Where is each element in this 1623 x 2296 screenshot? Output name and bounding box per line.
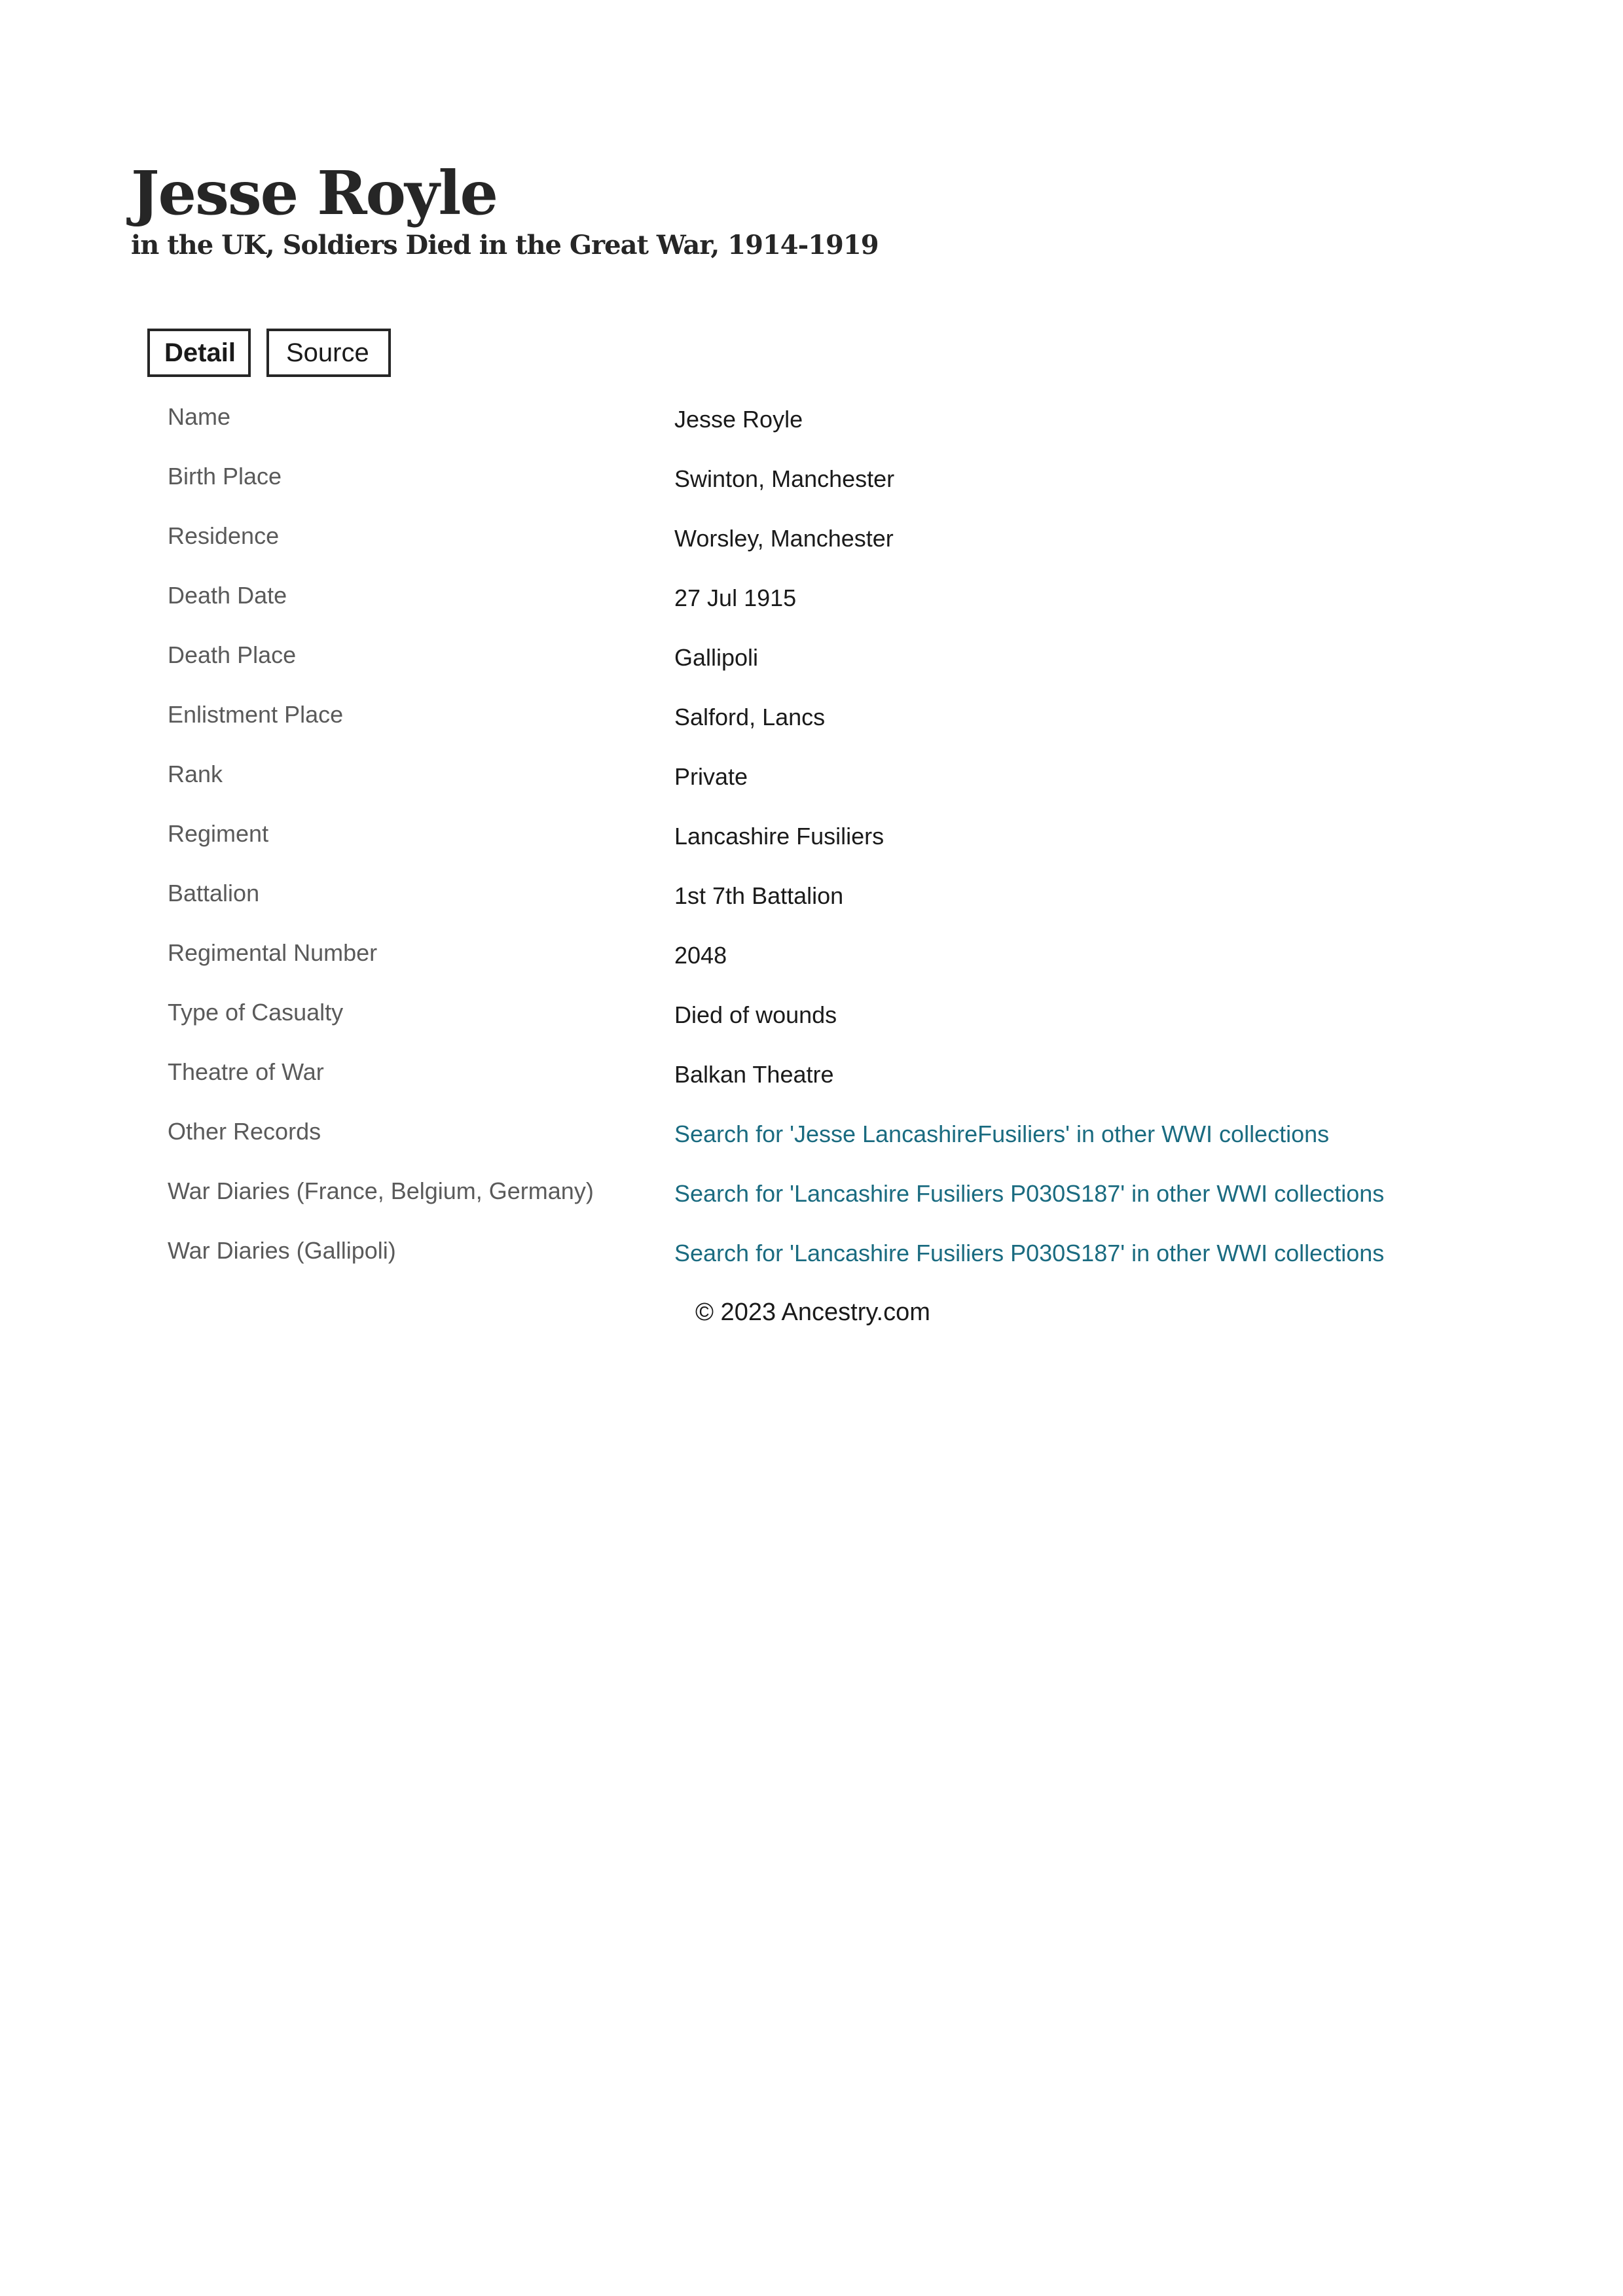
field-value: Balkan Theatre (674, 1061, 834, 1088)
field-label: Enlistment Place (168, 701, 344, 728)
war-diaries-gallipoli-search-link[interactable]: Search for 'Lancashire Fusiliers P030S187' in other WWI collections (674, 1240, 1385, 1266)
field-value: Private (674, 763, 748, 790)
field-label: Name (168, 403, 231, 430)
field-label: Regimental Number (168, 939, 378, 966)
other-records-search-link[interactable]: Search for 'Jesse LancashireFusiliers' in other WWI collections (674, 1121, 1330, 1147)
record-row-name (168, 401, 1542, 460)
record-row-death-date (168, 579, 1542, 639)
record-row-type-of-casualty (168, 996, 1542, 1056)
field-label: Death Date (168, 582, 287, 609)
field-label: Other Records (168, 1118, 321, 1145)
field-label: War Diaries (France, Belgium, Germany) (168, 1177, 594, 1204)
field-label: Death Place (168, 641, 297, 668)
collection-subtitle: in the UK, Soldiers Died in the Great War, 1914-1919 (131, 230, 879, 260)
record-row-rank (168, 758, 1542, 817)
record-row-battalion (168, 877, 1542, 937)
record-row-regimental-number (168, 937, 1542, 996)
record-row-death-place (168, 639, 1542, 698)
field-value: 27 Jul 1915 (674, 584, 797, 611)
record-row-war-diaries-france (168, 1175, 1542, 1234)
field-label: Rank (168, 761, 223, 787)
record-details-table (168, 401, 1542, 1294)
record-row-regiment (168, 817, 1542, 877)
field-value: Died of wounds (674, 1001, 837, 1028)
field-value: Lancashire Fusiliers (674, 823, 884, 850)
field-value: 2048 (674, 942, 727, 969)
record-row-birth-place (168, 460, 1542, 520)
field-value: Worsley, Manchester (674, 525, 894, 552)
record-row-war-diaries-gallipoli (168, 1234, 1542, 1294)
field-label: Birth Place (168, 463, 282, 490)
field-label: Regiment (168, 820, 269, 847)
title-block (131, 157, 879, 262)
record-row-theatre-of-war (168, 1056, 1542, 1115)
tab-detail[interactable]: Detail (147, 329, 251, 377)
field-label: Theatre of War (168, 1058, 324, 1085)
field-value: Swinton, Manchester (674, 465, 895, 492)
page-title: Jesse Royle (131, 158, 497, 228)
tab-source[interactable]: Source (266, 329, 391, 377)
record-row-enlistment-place (168, 698, 1542, 758)
record-tabs (147, 329, 391, 377)
field-value: 1st 7th Battalion (674, 882, 844, 909)
field-label: Residence (168, 522, 280, 549)
record-row-other-records (168, 1115, 1542, 1175)
field-label: Type of Casualty (168, 999, 344, 1026)
war-diaries-france-search-link[interactable]: Search for 'Lancashire Fusiliers P030S187' in other WWI collections (674, 1180, 1385, 1207)
field-value: Jesse Royle (674, 406, 803, 433)
field-label: Battalion (168, 880, 260, 906)
copyright-footer: © 2023 Ancestry.com (695, 1299, 930, 1326)
field-value: Salford, Lancs (674, 704, 826, 730)
field-value: Gallipoli (674, 644, 759, 671)
field-label: War Diaries (Gallipoli) (168, 1237, 396, 1264)
record-row-residence (168, 520, 1542, 579)
